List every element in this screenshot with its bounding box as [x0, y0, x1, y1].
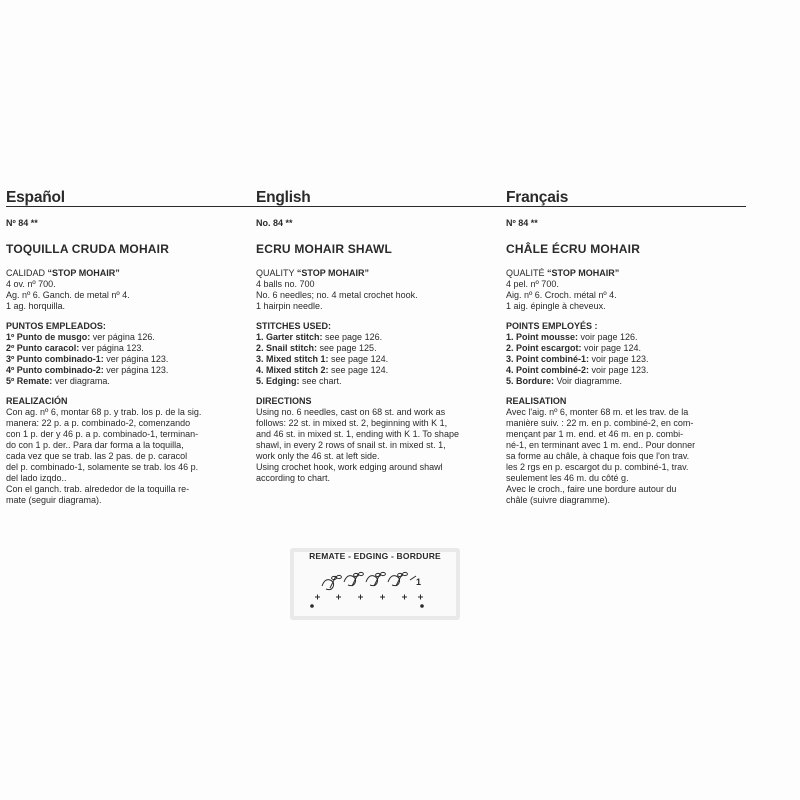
materials-line: 1 ag. horquilla.: [6, 301, 66, 311]
single-crochet-symbol: [315, 595, 320, 600]
chain-oval: [403, 572, 408, 575]
directions-block: [6, 396, 250, 506]
directions-heading: REALIZACIÓN: [6, 396, 68, 406]
stitch-item: 2. Point escargot: voir page 124.: [506, 343, 642, 353]
directions-line: châle (suivre diagramme).: [506, 495, 611, 505]
stitch-post: [352, 574, 358, 586]
language-heading: Español: [6, 189, 65, 206]
stitch-item: 5. Edging: see chart.: [256, 376, 342, 386]
materials-line: 1 hairpin needle.: [256, 301, 323, 311]
chain-loop: [366, 576, 378, 586]
stitches-heading: STITCHES USED:: [256, 321, 332, 331]
materials-line: 4 ov. nº 700.: [6, 279, 56, 289]
stitch-item: 3. Mixed stitch 1: see page 124.: [256, 354, 389, 364]
stitch-post: [396, 574, 402, 586]
directions-line: mençant par 1 m. end. et 46 m. en p. combi-: [506, 429, 684, 439]
row-marker: 1: [416, 577, 422, 587]
materials-line: Ag. nº 6. Ganch. de metal nº 4.: [6, 290, 130, 300]
directions-line: and 46 st. in mixed st. 1, ending with K 1. To shape: [256, 429, 459, 439]
directions-line: work only the 46 st. at left side.: [256, 451, 380, 461]
stitch-item: 4º Punto combinado-2: ver página 123.: [6, 365, 169, 375]
directions-line: Con el ganch. trab. alrededor de la toquilla re-: [6, 484, 190, 494]
directions-line: Con ag. nº 6, montar 68 p. y trab. los p. de la sig.: [6, 407, 202, 417]
slip-stitch-symbol: [420, 604, 424, 608]
chain-oval: [381, 572, 386, 575]
directions-line: mate (seguir diagrama).: [6, 495, 102, 505]
edging-chart-title: REMATE - EDGING - BORDURE: [309, 551, 441, 561]
edging-chart: [290, 548, 460, 620]
directions-block: [506, 396, 746, 506]
language-heading: English: [256, 189, 311, 206]
materials-block: [6, 268, 250, 312]
single-crochet-symbol: [418, 595, 423, 600]
chain-loop: [388, 576, 400, 586]
stitch-item: 1. Point mousse: voir page 126.: [506, 332, 638, 342]
chain-loop: [344, 576, 356, 586]
edging-chart-diagram: [294, 552, 456, 616]
single-crochet-symbol: [358, 595, 363, 600]
directions-line: né-1, en terminant avec 1 m. end.. Pour donner: [506, 440, 696, 450]
directions-line: sa forme au châle, à chaque fois que l'on trav.: [506, 451, 690, 461]
directions-line: Avec le croch., faire une bordure autour du: [506, 484, 677, 494]
stitches-block: [506, 321, 746, 387]
directions-line: do con 1 p. der.. Para dar forma a la toquilla,: [6, 440, 184, 450]
stitches-heading: PUNTOS EMPLEADOS:: [6, 321, 106, 331]
directions-block: [256, 396, 500, 484]
pattern-number: Nº 84 **: [6, 218, 38, 228]
directions-line: manera: 22 p. a p. combinado-2, comenzando: [6, 418, 191, 428]
stitch-post: [374, 574, 380, 586]
materials-line: QUALITÉ “STOP MOHAIR”: [506, 268, 620, 278]
directions-line: les 2 rgs en p. escargot du p. combiné-1, trav.: [506, 462, 689, 472]
materials-line: CALIDAD “STOP MOHAIR”: [6, 268, 120, 278]
materials-line: 1 aig. épingle à cheveux.: [506, 301, 606, 311]
materials-line: No. 6 needles; no. 4 metal crochet hook.: [256, 290, 418, 300]
pattern-number: Nº 84 **: [506, 218, 538, 228]
materials-line: 4 balls no. 700: [256, 279, 315, 289]
stitches-block: [256, 321, 500, 387]
materials-block: [256, 268, 500, 312]
stitch-item: 5º Remate: ver diagrama.: [6, 376, 110, 386]
directions-line: manière suiv. : 22 m. en p. combiné-2, en com-: [506, 418, 694, 428]
pattern-number: No. 84 **: [256, 218, 293, 228]
stitch-item: 1. Garter stitch: see page 126.: [256, 332, 383, 342]
stitches-heading: POINTS EMPLOYÉS :: [506, 321, 598, 331]
pattern-title: CHÂLE ÉCRU MOHAIR: [506, 242, 641, 256]
single-crochet-symbol: [336, 595, 341, 600]
directions-line: Using crochet hook, work edging around shawl: [256, 462, 443, 472]
column-francais: [506, 190, 746, 515]
single-crochet-symbol: [402, 595, 407, 600]
directions-line: follows: 22 st. in mixed st. 2, beginning with K 1,: [256, 418, 448, 428]
directions-line: according to chart.: [256, 473, 331, 483]
chain-oval: [359, 572, 364, 575]
directions-heading: REALISATION: [506, 396, 567, 406]
column-english: [256, 190, 500, 493]
stitch-item: 4. Mixed stitch 2: see page 124.: [256, 365, 389, 375]
slip-stitch-symbol: [310, 604, 314, 608]
single-crochet-symbol: [380, 595, 385, 600]
pattern-title: ECRU MOHAIR SHAWL: [256, 242, 393, 256]
stitch-item: 3. Point combiné-1: voir page 123.: [506, 354, 649, 364]
stitches-block: [6, 321, 250, 387]
directions-line: shawl, in every 2 rows of snail st. in mixed st. 1,: [256, 440, 446, 450]
stitch-item: 4. Point combiné-2: voir page 123.: [506, 365, 649, 375]
materials-line: 4 pel. nº 700.: [506, 279, 559, 289]
stitch-item: 1º Punto de musgo: ver página 126.: [6, 332, 155, 342]
language-heading: Français: [506, 189, 569, 206]
pattern-title: TOQUILLA CRUDA MOHAIR: [6, 242, 170, 256]
chain-oval: [337, 575, 342, 578]
materials-line: Aig. nº 6. Croch. métal nº 4.: [506, 290, 617, 300]
stitch-item: 2º Punto caracol: ver página 123.: [6, 343, 144, 353]
directions-line: del lado izqdo..: [6, 473, 67, 483]
directions-line: del p. combinado-1, solamente se trab. los 46 p.: [6, 462, 199, 472]
directions-line: con 1 p. der y 46 p. a p. combinado-1, terminan-: [6, 429, 199, 439]
stitch-item: 3º Punto combinado-1: ver página 123.: [6, 354, 169, 364]
directions-line: Avec l'aig. nº 6, monter 68 m. et les trav. de la: [506, 407, 689, 417]
directions-line: cada vez que se trab. las 2 pas. de p. caracol: [6, 451, 188, 461]
column-espanol: [6, 190, 250, 515]
materials-block: [506, 268, 746, 312]
stitch-item: 5. Bordure: Voir diagramme.: [506, 376, 623, 386]
directions-heading: DIRECTIONS: [256, 396, 312, 406]
materials-line: QUALITY “STOP MOHAIR”: [256, 268, 370, 278]
directions-line: Using no. 6 needles, cast on 68 st. and work as: [256, 407, 446, 417]
directions-line: seulement les 46 m. du côté g.: [506, 473, 629, 483]
stitch-item: 2. Snail stitch: see page 125.: [256, 343, 377, 353]
